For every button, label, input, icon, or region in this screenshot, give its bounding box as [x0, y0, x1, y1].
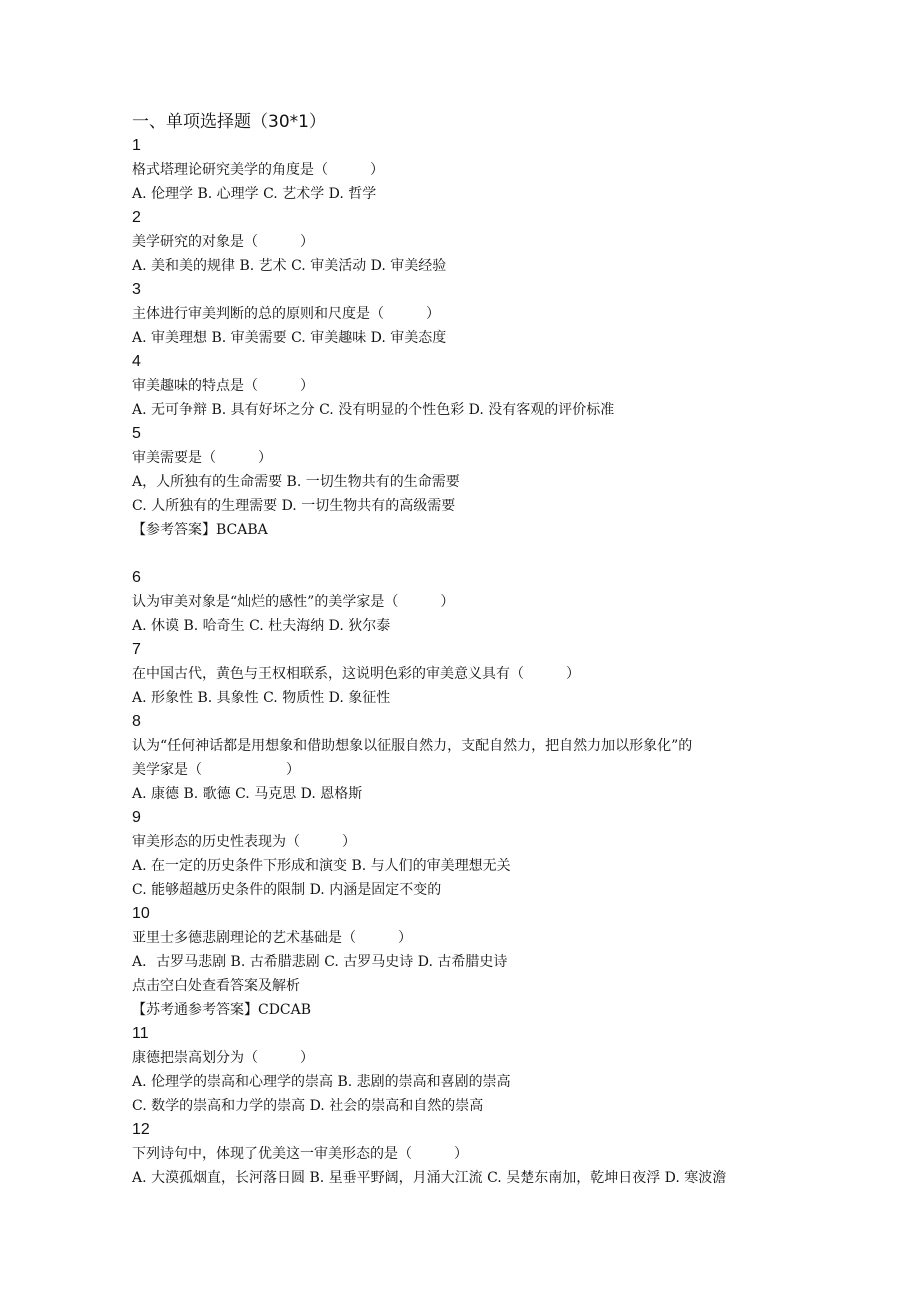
question-number: 11	[132, 1025, 149, 1042]
question-number: 5	[132, 425, 141, 442]
question-11	[132, 1022, 792, 1118]
question-number: 6	[132, 569, 141, 586]
question-number: 10	[132, 905, 150, 922]
question-stem: 亚里士多德悲剧理论的艺术基础是（ ）	[132, 930, 412, 946]
question-number: 3	[132, 281, 141, 298]
question-stem: 在中国古代，黄色与王权相联系，这说明色彩的审美意义具有（ ）	[132, 666, 580, 682]
question-stem: 认为审美对象是“灿烂的感性”的美学家是（ ）	[132, 594, 455, 610]
question-options: A. 康德 B. 歌德 C. 马克思 D. 恩格斯	[132, 786, 363, 802]
question-10	[132, 902, 792, 974]
question-3	[132, 278, 792, 350]
document-content	[132, 110, 792, 1190]
question-options: C. 能够超越历史条件的限制 D. 内涵是固定不变的	[132, 882, 442, 898]
question-options: A. 形象性 B. 具象性 C. 物质性 D. 象征性	[132, 690, 391, 706]
spacer	[132, 542, 792, 566]
answer-key: 【参考答案】BCABA	[132, 522, 268, 538]
question-number: 4	[132, 353, 141, 370]
question-options: A. 休谟 B. 哈奇生 C. 杜夫海纳 D. 狄尔泰	[132, 618, 391, 634]
question-7	[132, 638, 792, 710]
question-options: A. 大漠孤烟直，长河落日圆 B. 星垂平野阔，月涌大江流 C. 吴楚东南加，乾坤日夜浮 D. 寒波澹	[132, 1170, 727, 1186]
question-options: A，人所独有的生命需要 B. 一切生物共有的生命需要	[132, 474, 460, 490]
click-hint-link[interactable]: 点击空白处查看答案及解析	[132, 978, 300, 994]
question-stem: 审美形态的历史性表现为（ ）	[132, 834, 356, 850]
question-stem: 格式塔理论研究美学的角度是（ ）	[132, 162, 384, 178]
question-stem: 康德把崇高划分为（ ）	[132, 1050, 314, 1066]
question-number: 1	[132, 137, 141, 154]
question-stem: 主体进行审美判断的总的原则和尺度是（ ）	[132, 306, 440, 322]
answer-key: 【苏考通参考答案】CDCAB	[132, 1002, 312, 1018]
question-number: 9	[132, 809, 141, 826]
question-number: 12	[132, 1121, 150, 1138]
question-options: A. 伦理学的崇高和心理学的崇高 B. 悲剧的崇高和喜剧的崇高	[132, 1074, 511, 1090]
question-options: A. 无可争辩 B. 具有好坏之分 C. 没有明显的个性色彩 D. 没有客观的评价标准	[132, 402, 615, 418]
question-options: A．古罗马悲剧 B. 古希腊悲剧 C. 古罗马史诗 D. 古希腊史诗	[132, 954, 508, 970]
question-9	[132, 806, 792, 902]
question-number: 7	[132, 641, 141, 658]
question-4	[132, 350, 792, 422]
question-stem-continued: 美学家是（ ）	[132, 762, 300, 778]
question-stem: 审美需要是（ ）	[132, 450, 272, 466]
question-number: 2	[132, 209, 141, 226]
question-options: C. 数学的崇高和力学的崇高 D. 社会的崇高和自然的崇高	[132, 1098, 484, 1114]
question-12	[132, 1118, 792, 1190]
question-stem: 美学研究的对象是（ ）	[132, 234, 314, 250]
question-1	[132, 134, 792, 206]
question-5	[132, 422, 792, 518]
question-options: A. 美和美的规律 B. 艺术 C. 审美活动 D. 审美经验	[132, 258, 447, 274]
question-8	[132, 710, 792, 806]
question-6	[132, 566, 792, 638]
question-options: A. 伦理学 B. 心理学 C. 艺术学 D. 哲学	[132, 186, 377, 202]
section-title: 一、单项选择题（30*1）	[132, 112, 326, 132]
question-stem: 审美趣味的特点是（ ）	[132, 378, 314, 394]
question-options: A. 在一定的历史条件下形成和演变 B. 与人们的审美理想无关	[132, 858, 511, 874]
question-2	[132, 206, 792, 278]
question-options: A. 审美理想 B. 审美需要 C. 审美趣味 D. 审美态度	[132, 330, 447, 346]
question-stem: 下列诗句中，体现了优美这一审美形态的是（ ）	[132, 1146, 468, 1162]
question-number: 8	[132, 713, 141, 730]
question-options: C. 人所独有的生理需要 D. 一切生物共有的高级需要	[132, 498, 456, 514]
question-stem: 认为“任何神话都是用想象和借助想象以征服自然力，支配自然力，把自然力加以形象化”的	[132, 738, 693, 754]
